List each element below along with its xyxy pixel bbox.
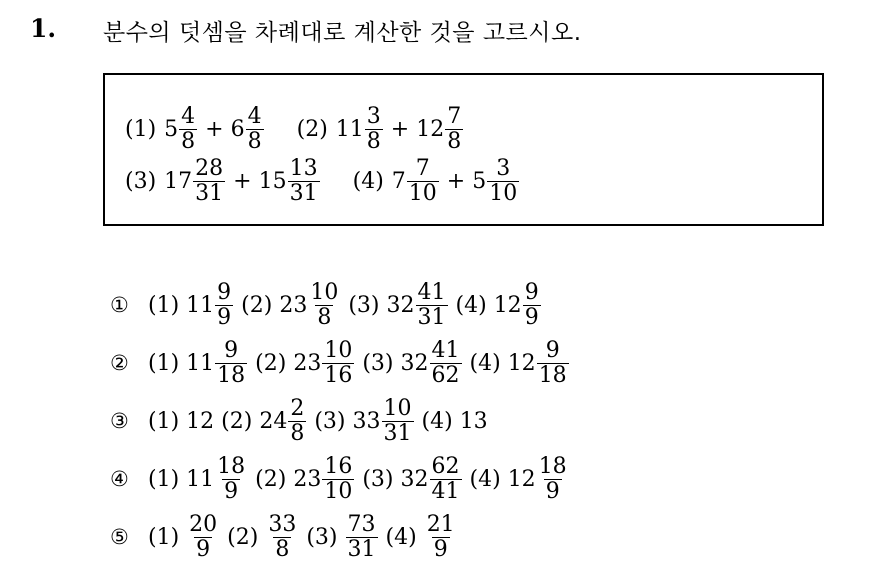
fraction-numerator: 9 xyxy=(217,279,232,305)
fraction-denominator: 62 xyxy=(431,362,460,388)
whole-number: 6 xyxy=(230,117,245,142)
fraction-numerator: 21 xyxy=(426,511,455,537)
answer-label: (2) xyxy=(255,466,287,492)
fraction-denominator: 9 xyxy=(196,536,211,562)
fraction-denominator: 10 xyxy=(408,181,437,206)
problem-label: (3) xyxy=(125,169,157,194)
fraction xyxy=(322,339,354,388)
fraction xyxy=(365,105,383,154)
whole-number: 11 xyxy=(186,466,215,492)
fraction xyxy=(322,455,354,504)
fraction-numerator: 2 xyxy=(290,395,305,421)
whole-number: 32 xyxy=(400,466,429,492)
fraction xyxy=(308,281,340,330)
choice-row xyxy=(110,454,570,504)
fraction-denominator: 8 xyxy=(366,129,381,154)
choice-number: ⑤ xyxy=(110,525,129,549)
answer-label: (1) xyxy=(148,408,180,434)
fraction-numerator: 9 xyxy=(224,337,239,363)
whole-number: 23 xyxy=(279,292,308,318)
whole-number: 12 xyxy=(186,408,215,434)
problem-box xyxy=(103,73,824,226)
fraction-numerator: 28 xyxy=(195,156,224,181)
fraction-numerator: 41 xyxy=(417,279,446,305)
choice-number: ③ xyxy=(110,409,129,433)
fraction-numerator: 9 xyxy=(524,279,539,305)
fraction-numerator: 3 xyxy=(496,156,511,181)
whole-number: 5 xyxy=(164,117,179,142)
fraction-denominator: 16 xyxy=(324,362,353,388)
fraction-numerator: 10 xyxy=(383,395,412,421)
problem-label: (2) xyxy=(296,117,328,142)
fraction-numerator: 10 xyxy=(310,279,339,305)
whole-number: 15 xyxy=(258,169,287,194)
fraction-denominator: 31 xyxy=(195,181,224,206)
choice-row xyxy=(110,396,488,446)
fraction-numerator: 7 xyxy=(415,156,430,181)
answer-label: (1) xyxy=(148,292,180,318)
choice-row xyxy=(110,280,542,330)
fraction-numerator: 13 xyxy=(289,156,318,181)
fraction xyxy=(215,455,247,504)
fraction-denominator: 10 xyxy=(324,478,353,504)
fraction xyxy=(425,513,457,562)
question-number: 1. xyxy=(30,14,57,43)
plus-sign: + xyxy=(446,169,466,194)
fraction-numerator: 41 xyxy=(431,337,460,363)
fraction xyxy=(523,281,541,330)
fraction-denominator: 9 xyxy=(217,304,232,330)
answer-label: (3) xyxy=(306,524,338,550)
fraction xyxy=(288,397,306,446)
whole-number: 11 xyxy=(186,350,215,376)
answer-label: (1) xyxy=(148,466,180,492)
fraction xyxy=(215,339,247,388)
answer-label: (2) xyxy=(227,524,259,550)
plus-sign: + xyxy=(233,169,252,194)
fraction xyxy=(179,105,197,154)
fraction-denominator: 8 xyxy=(317,304,332,330)
fraction-numerator: 18 xyxy=(538,453,567,479)
whole-number: 23 xyxy=(293,466,322,492)
fraction-denominator: 9 xyxy=(545,478,560,504)
fraction-denominator: 8 xyxy=(290,420,305,446)
whole-number: 12 xyxy=(507,350,536,376)
problem-row-2 xyxy=(125,157,520,206)
plus-sign: + xyxy=(390,117,410,142)
choice-row xyxy=(110,338,570,388)
fraction-denominator: 31 xyxy=(417,304,446,330)
fraction-denominator: 8 xyxy=(181,129,196,154)
fraction-numerator: 33 xyxy=(268,511,297,537)
fraction-numerator: 16 xyxy=(324,453,353,479)
fraction-numerator: 3 xyxy=(366,104,381,129)
whole-number: 5 xyxy=(472,169,487,194)
whole-number: 32 xyxy=(400,350,429,376)
answer-label: (3) xyxy=(314,408,346,434)
fraction-denominator: 9 xyxy=(524,304,539,330)
fraction xyxy=(187,513,219,562)
fraction xyxy=(430,455,462,504)
fraction-denominator: 8 xyxy=(275,536,290,562)
whole-number: 11 xyxy=(335,117,364,142)
answer-label: (4) xyxy=(385,524,417,550)
whole-number: 12 xyxy=(416,117,445,142)
fraction xyxy=(246,105,264,154)
fraction xyxy=(288,157,320,206)
fraction-denominator: 9 xyxy=(224,478,239,504)
whole-number: 33 xyxy=(352,408,381,434)
answer-label: (4) xyxy=(421,408,453,434)
fraction xyxy=(487,157,519,206)
plus-sign: + xyxy=(205,117,224,142)
whole-number: 7 xyxy=(391,169,406,194)
fraction-denominator: 18 xyxy=(538,362,567,388)
answer-label: (4) xyxy=(469,466,501,492)
problem-label: (4) xyxy=(352,169,384,194)
fraction-numerator: 9 xyxy=(545,337,560,363)
fraction-numerator: 10 xyxy=(324,337,353,363)
answer-label: (3) xyxy=(348,292,380,318)
fraction-numerator: 4 xyxy=(247,104,262,129)
answer-label: (4) xyxy=(455,292,487,318)
fraction-numerator: 62 xyxy=(431,453,460,479)
choice-number: ① xyxy=(110,293,129,317)
fraction xyxy=(445,105,463,154)
fraction-denominator: 18 xyxy=(217,362,246,388)
whole-number: 13 xyxy=(459,408,488,434)
answer-label: (2) xyxy=(255,350,287,376)
answer-label: (1) xyxy=(148,350,180,376)
whole-number: 17 xyxy=(164,169,193,194)
fraction-numerator: 7 xyxy=(447,104,462,129)
whole-number: 12 xyxy=(493,292,522,318)
fraction xyxy=(537,339,569,388)
fraction xyxy=(193,157,225,206)
whole-number: 11 xyxy=(186,292,215,318)
fraction-denominator: 31 xyxy=(289,181,318,206)
answer-label: (2) xyxy=(241,292,273,318)
fraction-numerator: 18 xyxy=(217,453,246,479)
fraction-numerator: 20 xyxy=(189,511,218,537)
fraction-denominator: 8 xyxy=(247,129,262,154)
fraction-numerator: 4 xyxy=(181,104,196,129)
answer-label: (2) xyxy=(221,408,253,434)
whole-number: 24 xyxy=(259,408,288,434)
fraction-denominator: 41 xyxy=(431,478,460,504)
fraction-denominator: 10 xyxy=(489,181,518,206)
whole-number: 23 xyxy=(293,350,322,376)
problem-row-1 xyxy=(125,105,464,154)
choice-number: ④ xyxy=(110,467,129,491)
answer-label: (3) xyxy=(362,466,394,492)
fraction xyxy=(407,157,439,206)
choice-row xyxy=(110,512,458,562)
fraction xyxy=(430,339,462,388)
fraction-denominator: 8 xyxy=(447,129,462,154)
answer-label: (3) xyxy=(362,350,394,376)
problem-label: (1) xyxy=(125,117,157,142)
fraction xyxy=(382,397,414,446)
fraction xyxy=(537,455,569,504)
question-text: 분수의 덧셈을 차례대로 계산한 것을 고르시오. xyxy=(103,20,582,46)
whole-number: 32 xyxy=(386,292,415,318)
choice-number: ② xyxy=(110,351,129,375)
fraction-denominator: 9 xyxy=(433,536,448,562)
fraction xyxy=(346,513,378,562)
answer-label: (4) xyxy=(469,350,501,376)
fraction-denominator: 31 xyxy=(347,536,376,562)
whole-number: 12 xyxy=(507,466,536,492)
fraction xyxy=(266,513,298,562)
fraction xyxy=(416,281,448,330)
fraction-numerator: 73 xyxy=(347,511,376,537)
answer-label: (1) xyxy=(148,524,180,550)
fraction-denominator: 31 xyxy=(383,420,412,446)
fraction xyxy=(215,281,233,330)
